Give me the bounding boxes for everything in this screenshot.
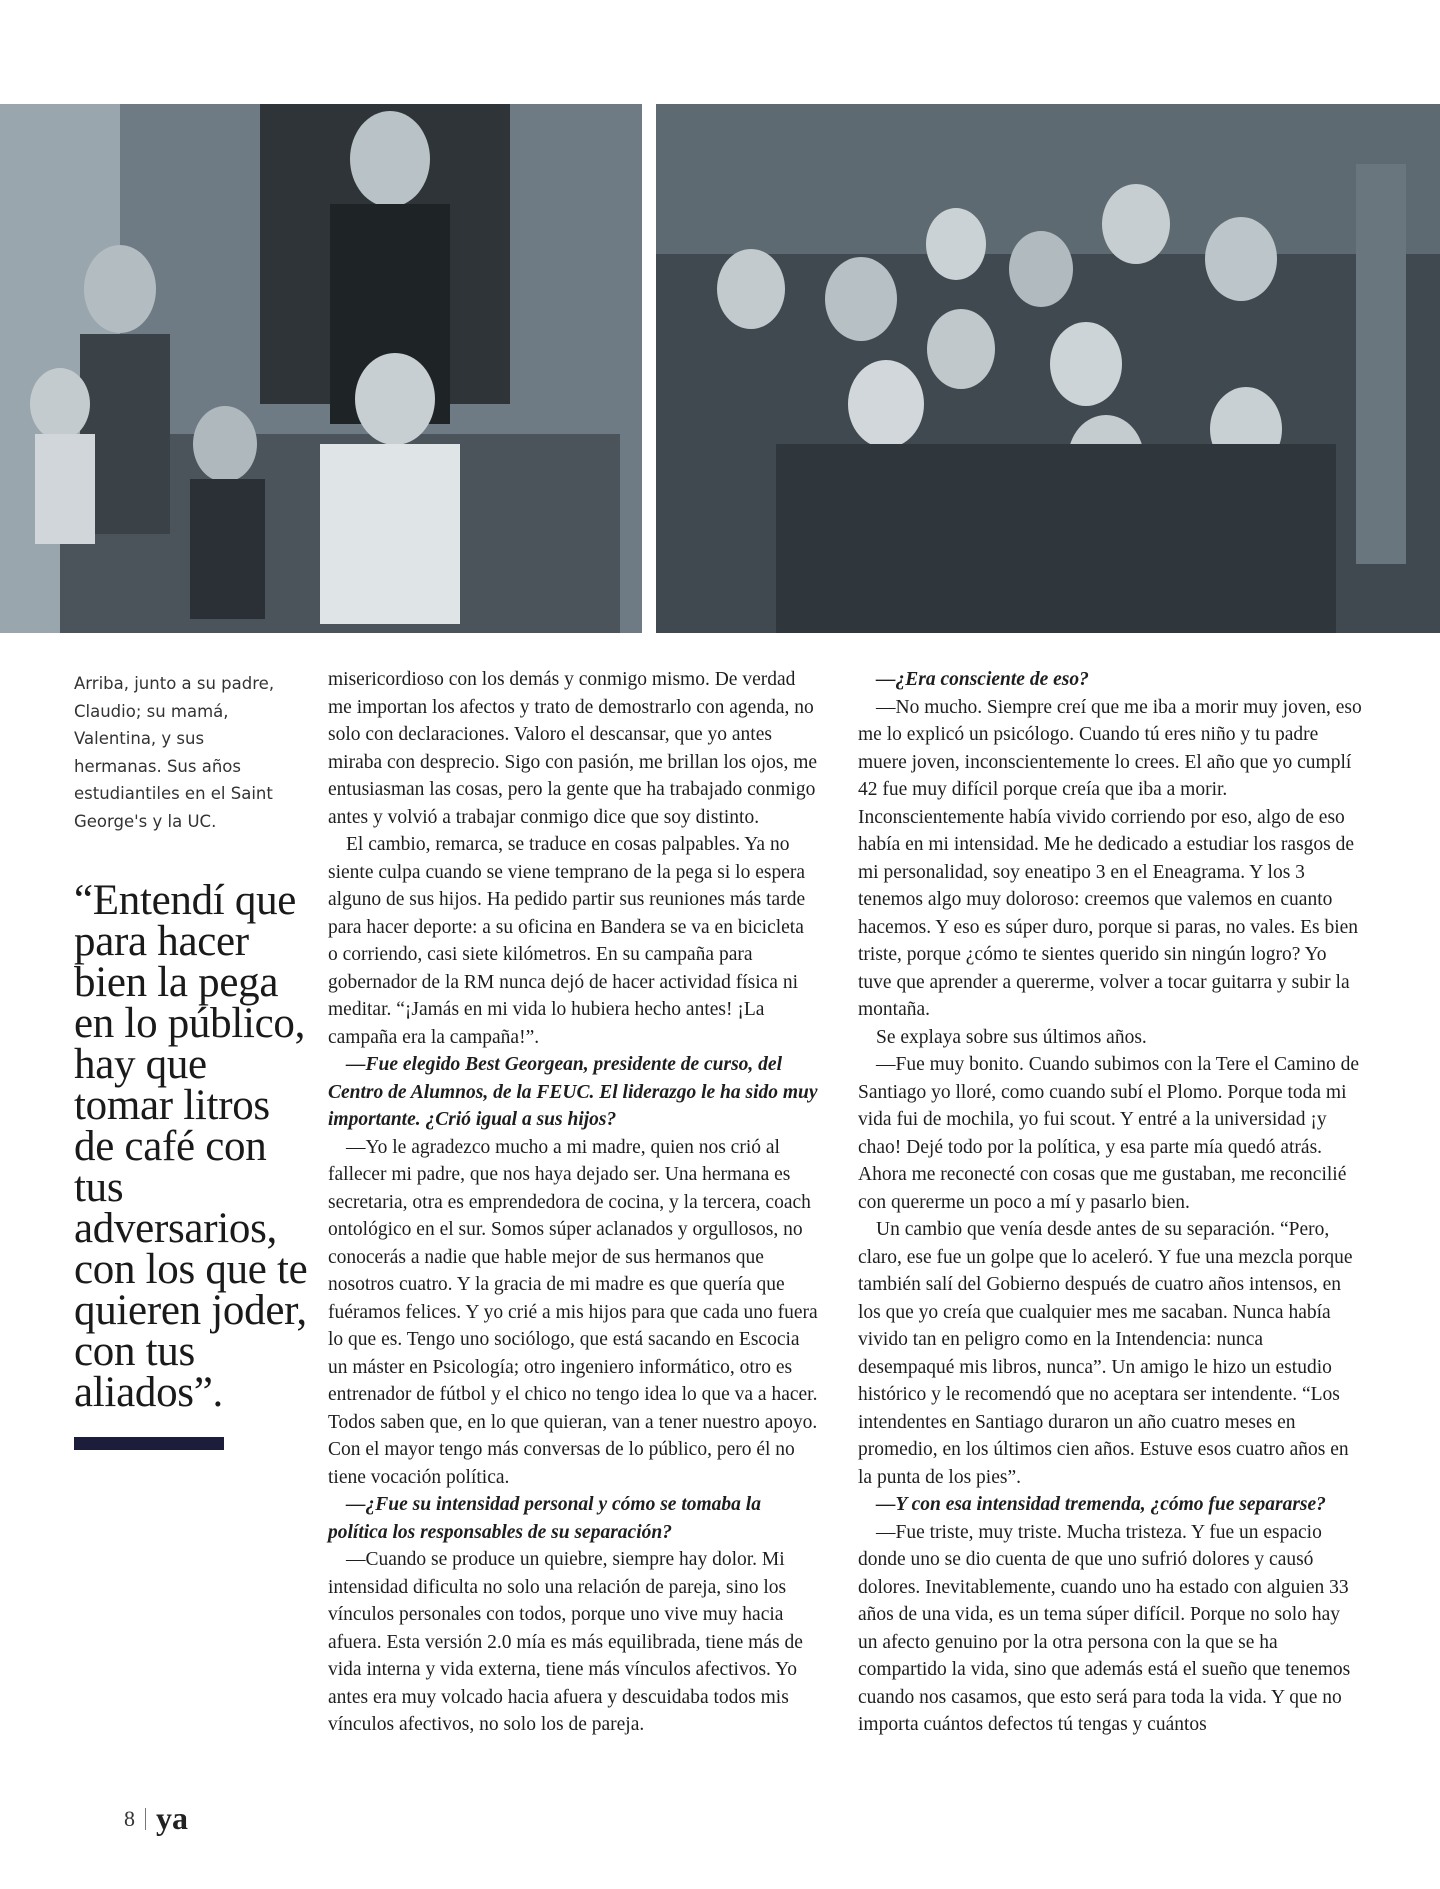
interview-answer: —Cuando se produce un quiebre, siempre hay dolor. Mi intensidad dificulta no solo una relación de pareja, sino los vínculos personales con todos, porque uno vive muy hacia afuera. Esta versión 2.0 mía es más equilibrada, tiene más de vida interna y vida externa, tiene más vínculos afectivos. Yo antes era muy volcado hacia afuera y descuidaba todos mis vínculos afectivos, no solo los de pareja. (328, 1549, 803, 1735)
quote-rule (74, 1437, 224, 1450)
folio-divider (145, 1808, 146, 1830)
family-photo (0, 104, 642, 633)
interview-question: —¿Fue su intensidad personal y cómo se tomaba la política los responsables de su separación? (328, 1494, 761, 1543)
group-photo-illustration (656, 104, 1440, 633)
interview-question: —¿Era consciente de eso? (876, 669, 1089, 690)
photo-caption: Arriba, junto a su padre, Claudio; su mamá, Valentina, y sus hermanas. Sus años estudiantiles en el Saint George's y la UC. (74, 674, 275, 831)
page-number: 8 (124, 1805, 135, 1831)
paragraph: Se explaya sobre sus últimos años. (876, 1026, 1147, 1048)
interview-question: —Y con esa intensidad tremenda, ¿cómo fue separarse? (876, 1494, 1326, 1515)
interview-answer: —Yo le agradezco mucho a mi madre, quien nos crió al fallecer mi padre, que nos haya dejado ser. Una hermana es secretaria, otra es emprendedora de cocina, y la tercera, coach ontológico en el sur. Somos súper aclanados y orgullosos, no conocerás a nadie que hable mejor de sus hermanos que nosotros cuatro. Y la gracia de mi madre es que quería que fuéramos felices. Y yo crié a mis hijos para que cada uno fuera lo que es. Tengo uno sociólogo, que está sacando en Escocia un máster en Psicología; otro ingeniero informático, otro es entrenador de fútbol y el chico no tengo idea lo que va a hacer. Todos saben que, en lo que quieran, van a tener nuestro apoyo. Con el mayor tengo más conversas de lo público, pero él no tiene vocación política. (328, 1136, 818, 1488)
interview-answer: —Fue muy bonito. Cuando subimos con la Tere el Camino de Santiago yo lloré, como cuando subí el Plomo. Porque toda mi vida fui de mochila, yo fui scout. Y entré a la universidad ¡y chao! Dejé todo por la política, y esa parte mía quedó atrás. Ahora me reconecté con cosas que me gustaban, me reconcilié con quererme un poco a mí y pasarlo bien. (858, 1054, 1360, 1213)
article-column-right (858, 666, 1363, 1739)
family-photo-illustration (0, 104, 642, 633)
interview-answer: —No mucho. Siempre creí que me iba a morir muy joven, eso me lo explicó un psicólogo. Cuando tú eres niño y tu padre muere joven, inconscientemente lo crees. El año que yo cumplí 42 fue muy difícil porque creía que iba a morir. Inconscientemente había vivido corriendo por eso, algo de eso había en mi intensidad. Me he dedicado a estudiar los rasgos de mi personalidad, soy eneatipo 3 en el Eneagrama. Y los 3 tenemos algo muy doloroso: creemos que valemos en cuanto hacemos. Y eso es súper duro, porque si paras, no vales. Es bien triste, porque ¿cómo te sientes querido sin ningún logro? Yo tuve que aprender a quererme, volver a tocar guitarra y subir la montaña. (858, 696, 1362, 1020)
paragraph: Un cambio que venía desde antes de su separación. “Pero, claro, ese fue un golpe que lo aceleró. Y fue una mezcla porque también salí del Gobierno después de cuatro años intensos, en los que yo creía que cualquier mes me sacaban. Nunca había vivido tan en peligro como en la Intendencia: nunca desempaqué mis libros, nunca”. Un amigo le hizo un estudio histórico y le recomendó que no aceptara ser intendente. “Los intendentes en Santiago duraron un año cuatro meses en promedio, en los últimos cien años. Estuve esos cuatro años en la punta de los pies”. (858, 1219, 1353, 1488)
page-folio (124, 1800, 188, 1837)
group-photo (656, 104, 1440, 633)
paragraph: misericordioso con los demás y conmigo mismo. De verdad me importan los afectos y trato de demostrarlo con agenda, no solo con declaraciones. Valoro el descansar, que yo antes miraba con desprecio. Sigo con pasión, me brillan los ojos, me entusiasman las cosas, pero la gente que ha trabajado conmigo antes y volvió a trabajar conmigo dice que soy distinto. (328, 669, 818, 828)
article-column-middle (328, 666, 818, 1739)
magazine-logo: ya (156, 1800, 188, 1836)
interview-answer: —Fue triste, muy triste. Mucha tristeza. Y fue un espacio donde uno se dio cuenta de que uno sufrió dolores y causó dolores. Inevitablemente, cuando uno ha estado con alguien 33 años de una vida, es un tema súper difícil. Porque no solo hay un afecto genuino por la otra persona con la que se ha compartido la vida, sino que además está el sueño que tenemos cuando nos casamos, que esto será para toda la vida. Y que no importa cuántos defectos tú tengas y cuántos (858, 1521, 1351, 1735)
paragraph: El cambio, remarca, se traduce en cosas palpables. Ya no siente culpa cuando se viene temprano de la pega si lo espera alguno de sus hijos. Ha pedido partir sus reuniones más tarde para hacer deporte: a su oficina en Bandera se va en bicicleta o corriendo, casi siete kilómetros. En su campaña para gobernador de la RM nunca dejó de hacer actividad física ni meditar. “¡Jamás en mi vida lo hubiera hecho antes! ¡La campaña era la campaña!”. (328, 834, 806, 1048)
interview-question: —Fue elegido Best Georgean, presidente de curso, del Centro de Alumnos, de la FEUC. El liderazgo le ha sido muy importante. ¿Crió igual a sus hijos? (328, 1054, 818, 1130)
pull-quote: “Entendí que para hacer bien la pega en lo público, hay que tomar litros de café con tus adversarios, con los que te quieren joder, con tus aliados”. (74, 877, 308, 1416)
